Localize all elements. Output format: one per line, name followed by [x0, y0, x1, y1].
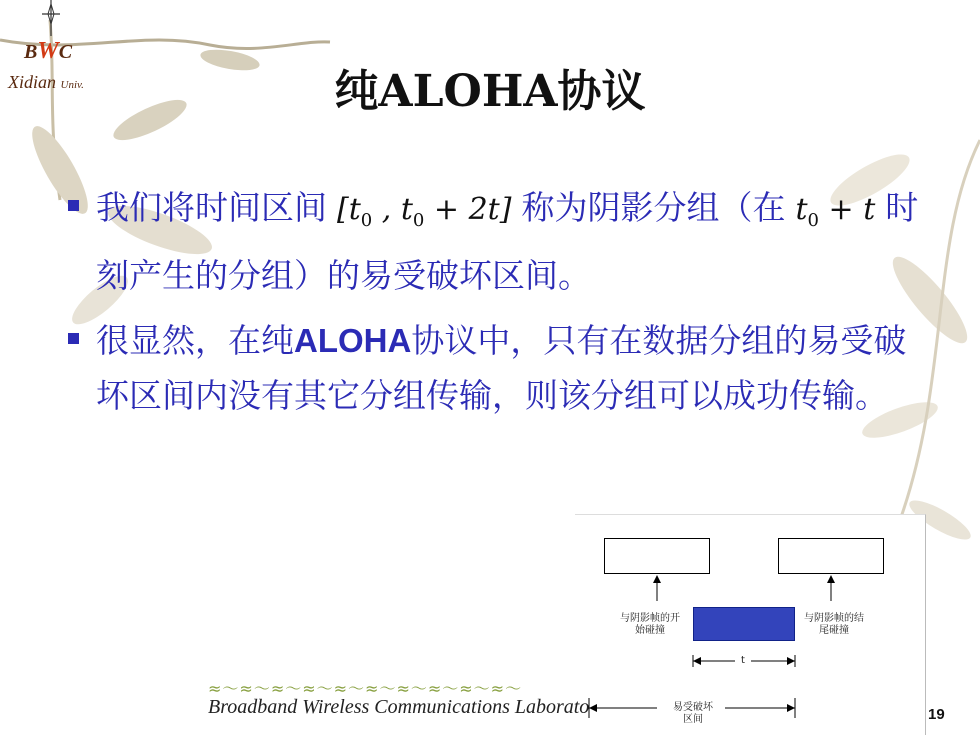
shadow-frame	[693, 607, 795, 641]
slide-title: 纯ALOHA协议	[334, 66, 646, 117]
t-label: t	[735, 655, 751, 667]
math-t0-plus-t: $t_0 + t$	[795, 192, 876, 231]
footer-wave: ≈～≈～≈～≈～≈～≈～≈～≈～≈～≈～	[208, 679, 523, 698]
later-frame-box	[778, 538, 884, 574]
compass-star-icon	[42, 0, 60, 36]
start-collision-label: 与阴影帧的开 始碰撞	[620, 613, 680, 636]
earlier-frame-box	[604, 538, 710, 574]
end-collision-label: 与阴影帧的结 尾碰撞	[804, 613, 864, 636]
bullet-square-icon	[68, 333, 79, 344]
page-number: 19	[928, 706, 945, 723]
vulnerable-interval-label: 易受破坏 区间	[673, 702, 713, 725]
bullet-square-icon	[68, 200, 79, 211]
footer-lab-name: Broadband Wireless Communications Laborato	[208, 696, 590, 718]
logo-university: Xidian Univ.	[8, 72, 84, 92]
bullet-item-1: 我们将时间区间 [$t_0$ , $t_0 + 2t$] 称为阴影分组（在 $t_0 + t$ 时刻产生的分组）的易受破坏区间。	[60, 180, 930, 303]
bullet-item-2: 很显然，在纯ALOHA协议中，只有在数据分组的易受破坏区间内没有其它分组传输，则该分组可以成功传输。	[60, 313, 930, 423]
logo-brand: BWC	[24, 38, 73, 64]
math-interval: [$t_0$ , $t_0 + 2t$]	[337, 192, 512, 231]
bullet-list	[60, 180, 930, 423]
vulnerable-interval-figure	[575, 514, 926, 735]
